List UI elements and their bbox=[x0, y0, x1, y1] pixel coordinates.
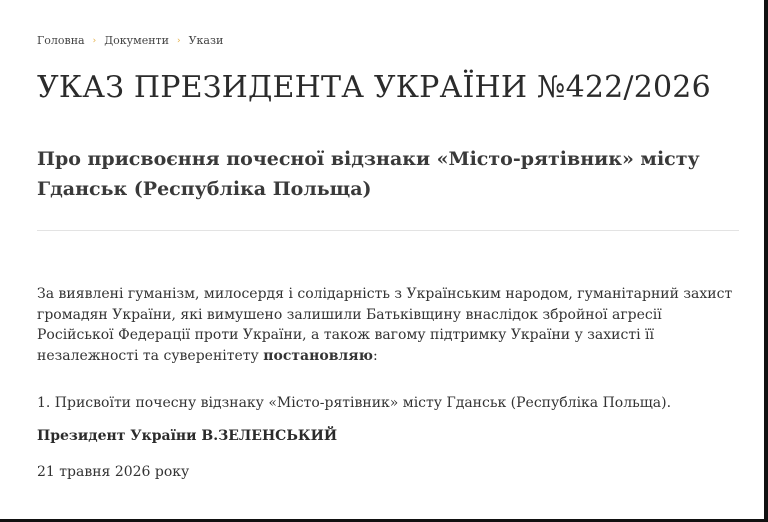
decree-signature: Президент України В.ЗЕЛЕНСЬКИЙ bbox=[37, 428, 338, 444]
decree-item-1: 1. Присвоїти почесну відзнаку «Місто-рятівник» місту Гданськ (Республіка Польща). bbox=[37, 395, 672, 411]
breadcrumb-separator-icon: › bbox=[176, 35, 181, 46]
breadcrumb-separator-icon: › bbox=[92, 35, 97, 46]
preamble-text: За виявлені гуманізм, милосердя і солідарність з Українським народом, гуманітарний захист громадян України, які вимушено залишили Батьківщину внаслідок збройної агресії Російської Федерації проти України, а також вагому підтримку України у захисті її незалежності та суверенітету bbox=[37, 286, 733, 364]
decree-date: 21 травня 2026 року bbox=[37, 464, 190, 480]
window-frame-right bbox=[764, 0, 768, 522]
preamble-resolution: постановляю bbox=[263, 347, 373, 364]
divider bbox=[37, 230, 739, 231]
breadcrumb-documents-link[interactable]: Документи bbox=[104, 34, 169, 47]
decree-subtitle: Про присвоєння почесної відзнаки «Місто-рятівник» місту Гданськ (Республіка Польща) bbox=[37, 148, 700, 200]
preamble-colon: : bbox=[373, 347, 378, 364]
breadcrumb-decrees-link[interactable]: Укази bbox=[188, 34, 224, 47]
page-title: УКАЗ ПРЕЗИДЕНТА УКРАЇНИ №422/2026 bbox=[37, 70, 711, 105]
breadcrumb-home-link[interactable]: Головна bbox=[37, 34, 85, 47]
decree-preamble bbox=[37, 284, 737, 366]
breadcrumb bbox=[37, 34, 223, 47]
